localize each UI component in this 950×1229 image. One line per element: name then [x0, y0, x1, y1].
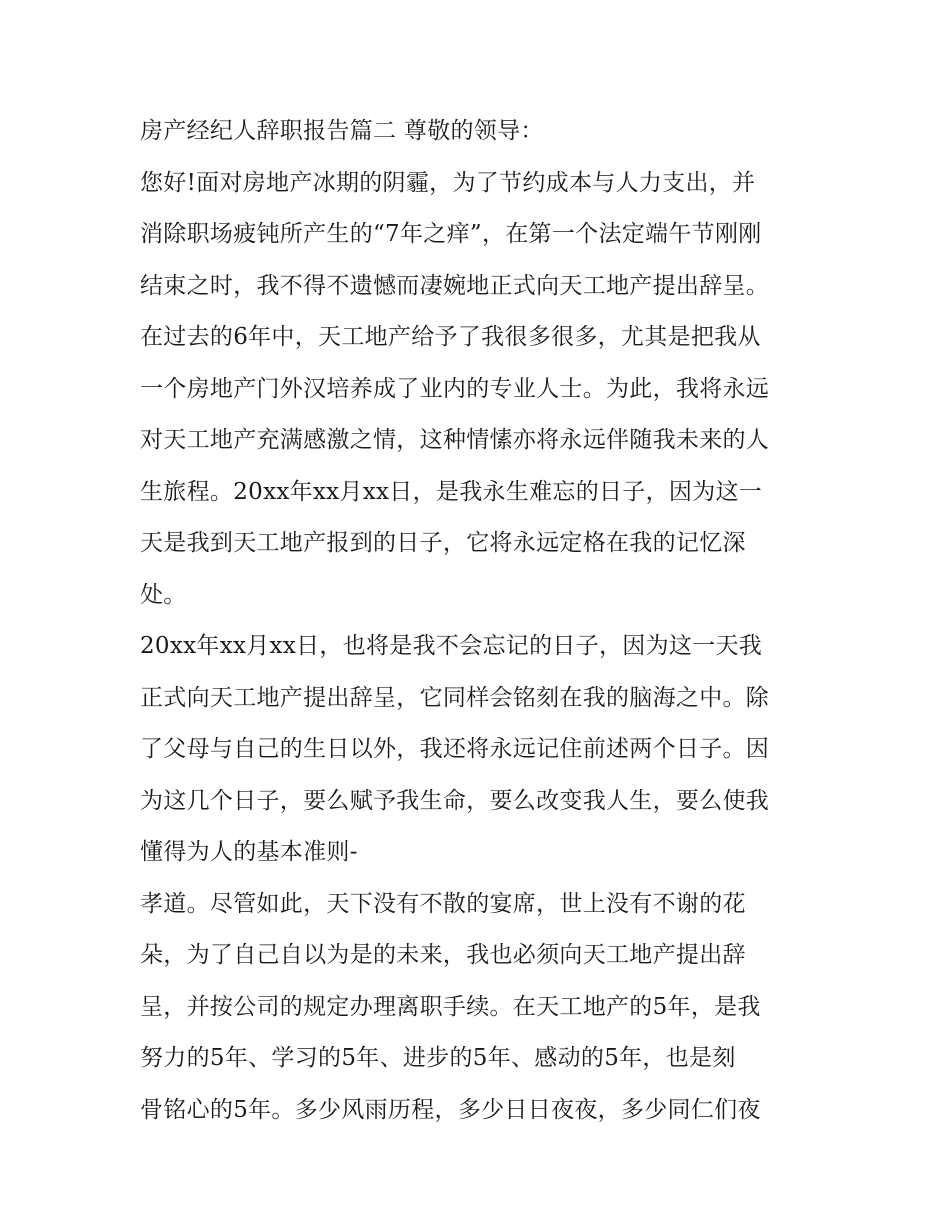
text-line: 在过去的6年中，天工地产给予了我很多很多，尤其是把我从 — [140, 324, 761, 350]
text-line: 骨铭心的5年。多少风雨历程，多少日日夜夜，多少同仁们夜 — [140, 1096, 761, 1123]
text-line: 20xx年xx月xx日，也将是我不会忘记的日子，因为这一天我 — [140, 633, 763, 659]
text-line: 了父母与自己的生日以外，我还将永远记住前述两个日子。因 — [140, 736, 770, 762]
text-line: 消除职场疲钝所产生的“7年之痒”，在第一个法定端午节刚刚 — [140, 221, 762, 247]
text-line: 为这几个日子，要么赋予我生命，要么改变我人生，要么使我 — [140, 787, 770, 814]
text-line: 努力的5年、学习的5年、进步的5年、感动的5年，也是刻 — [140, 1045, 736, 1071]
text-line: 孝道。尽管如此，天下没有不散的宴席，世上没有不谢的花 — [140, 890, 746, 917]
text-line: 您好!面对房地产冰期的阴霾，为了节约成本与人力支出，并 — [140, 169, 756, 196]
text-line: 懂得为人的基本准则- — [140, 839, 358, 865]
text-line: 对天工地产充满感激之情，这种情愫亦将永远伴随我未来的人 — [140, 427, 770, 453]
text-line-title: 房产经纪人辞职报告篇二 尊敬的领导： — [140, 118, 544, 144]
document-body — [140, 110, 820, 1140]
text-line: 天是我到天工地产报到的日子，它将永远定格在我的记忆深 — [140, 530, 746, 556]
text-line: 朵，为了自己自以为是的未来，我也必须向天工地产提出辞 — [140, 942, 746, 968]
text-line: 正式向天工地产提出辞呈，它同样会铭刻在我的脑海之中。除 — [140, 684, 770, 711]
text-line: 生旅程。20xx年xx月xx日，是我永生难忘的日子，因为这一 — [140, 478, 763, 505]
text-line: 一个房地产门外汉培养成了业内的专业人士。为此，我将永远 — [140, 375, 770, 402]
text-line: 呈，并按公司的规定办理离职手续。在天工地产的5年，是我 — [140, 993, 761, 1020]
text-line: 处。 — [140, 581, 187, 608]
text-line: 结束之时，我不得不遗憾而凄婉地正式向天工地产提出辞呈。 — [140, 272, 770, 299]
